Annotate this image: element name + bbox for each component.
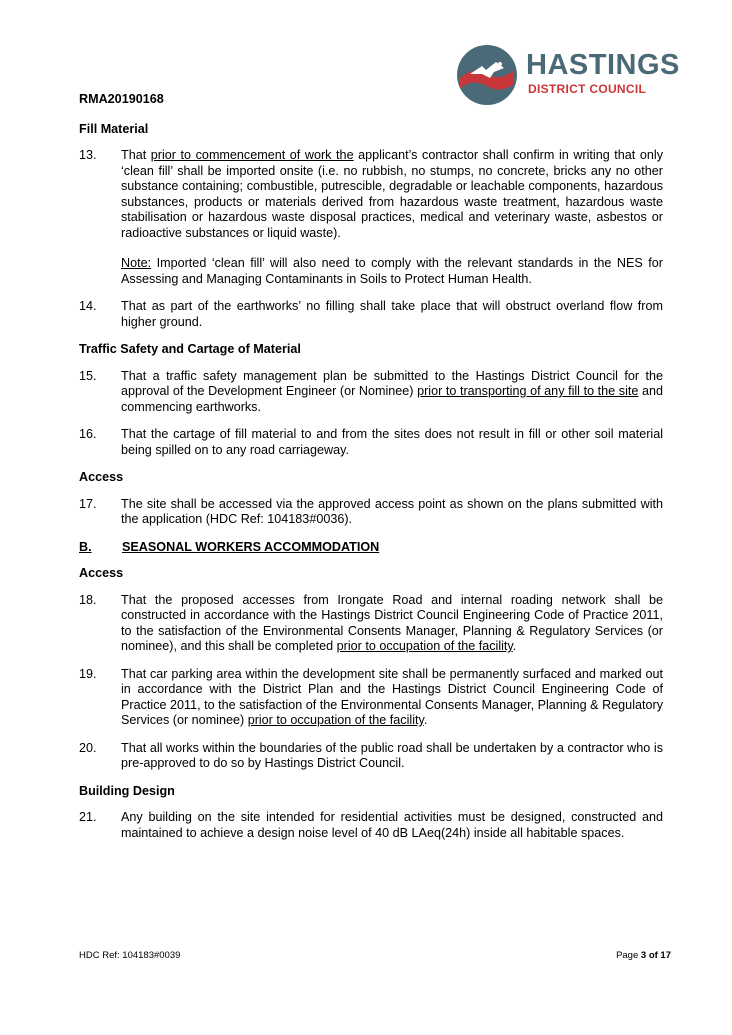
logo-subtitle: DISTRICT COUNCIL <box>528 82 647 96</box>
logo-name: HASTINGS <box>526 49 680 81</box>
page-number <box>616 950 671 961</box>
condition-text: That as part of the earthworks’ no filling shall take place that will obstruct overland flow from higher ground. <box>121 299 663 329</box>
condition-number: 13. <box>79 148 97 162</box>
condition-text: That the cartage of fill material to and from the sites does not result in fill or other soil material being spilled on to any road carriageway. <box>121 427 663 457</box>
text-segment: . <box>423 713 428 727</box>
condition-number: 21. <box>79 810 97 824</box>
condition-number: 15. <box>79 368 97 383</box>
page-prefix: Page <box>616 950 641 961</box>
condition-15 <box>79 369 663 416</box>
heading-access-b: Access <box>79 566 124 580</box>
condition-19 <box>79 667 663 729</box>
condition-text <box>121 148 663 287</box>
condition-text: That all works within the boundaries of the public road shall be undertaken by a contractor who is pre-approved to do so by Hastings District Council. <box>121 740 663 770</box>
condition-20 <box>79 741 663 772</box>
underlined-text: prior to commencement of work the <box>150 148 354 162</box>
document-reference: RMA20190168 <box>79 92 164 106</box>
condition-number: 16. <box>79 427 97 441</box>
condition-number: 14. <box>79 299 97 313</box>
note-text: Imported ‘clean fill’ will also need to comply with the relevant standards in the NES for Assessing and Managing Contaminants in Soils to Protect Human Health. <box>121 256 663 286</box>
page-footer <box>79 950 671 961</box>
condition-text: Any building on the site intended for residential activities must be designed, constructed and maintained to achieve a design noise level of 40 dB LAeq(24h) inside all habitable spaces. <box>121 810 663 840</box>
underlined-text: prior to occupation of the facility <box>336 639 513 653</box>
text-segment: . <box>512 639 517 653</box>
footer-reference: HDC Ref: 104183#0039 <box>79 950 181 961</box>
text-segment: applicant’s contractor shall confirm in writing that only ‘clean fill’ shall be imported onsite (i.e. no rubbish, no stumps, no concrete, bricks any no other substance containing; combustible, putrescible, degradable or leachable components, hazardous substances, products or materials derived from hazardous waste treatment, hazardous waste stabilisation or hazardous waste disposal practices, medical and veterinary waste, asbestos or radioactive substances or liquid waste). <box>121 148 663 240</box>
note-label: Note: <box>121 256 152 270</box>
condition-17 <box>79 497 663 528</box>
underlined-text: prior to transporting of any fill to the site <box>417 384 639 398</box>
condition-text <box>121 593 663 655</box>
text-segment: That car parking area within the development site shall be permanently surfaced and marked out in accordance with the District Plan and the Hastings District Council Engineering Code of Practice 2011, to the satisfaction of the Environmental Consents Manager, Planning & Regulatory Services (or nominee) <box>121 666 663 727</box>
section-b-heading <box>79 540 663 556</box>
text-segment: That a traffic safety management plan be submitted to the Hastings District Council for the approval of the Development Engineer (or Nominee) <box>121 368 663 398</box>
text-segment: That <box>121 148 151 162</box>
section-letter: B. <box>79 539 92 554</box>
condition-text: The site shall be accessed via the approved access point as shown on the plans submitted with the application (HDC Ref: 104183#0036). <box>121 496 663 526</box>
heading-building-design: Building Design <box>79 783 175 798</box>
condition-note <box>121 256 663 287</box>
underlined-text: prior to occupation of the facility <box>247 713 424 727</box>
condition-text <box>121 667 663 729</box>
text-segment: and commencing earthworks. <box>121 384 663 414</box>
condition-number: 20. <box>79 740 97 755</box>
condition-18 <box>79 593 663 655</box>
page-total: of 17 <box>646 950 671 961</box>
document-body <box>79 92 663 853</box>
condition-21 <box>79 810 663 841</box>
text-segment: That the proposed accesses from Irongate Road and internal roading network shall be constructed in accordance with the Hastings District Council Engineering Code of Practice 2011, to the satisfaction of the Environmental Consents Manager, Planning & Regulatory Services (or nominee), and this shall be completed <box>121 592 663 653</box>
page-current: 3 <box>640 950 647 961</box>
condition-number: 18. <box>79 592 97 607</box>
condition-14 <box>79 299 663 330</box>
heading-traffic-safety: Traffic Safety and Cartage of Material <box>79 342 301 356</box>
heading-access: Access <box>79 470 124 484</box>
condition-16 <box>79 427 663 458</box>
section-title: SEASONAL WORKERS ACCOMMODATION <box>122 539 380 554</box>
condition-13 <box>79 148 663 287</box>
condition-number: 17. <box>79 496 97 511</box>
condition-text <box>121 369 663 416</box>
condition-number: 19. <box>79 666 97 681</box>
heading-fill-material: Fill Material <box>79 121 149 136</box>
